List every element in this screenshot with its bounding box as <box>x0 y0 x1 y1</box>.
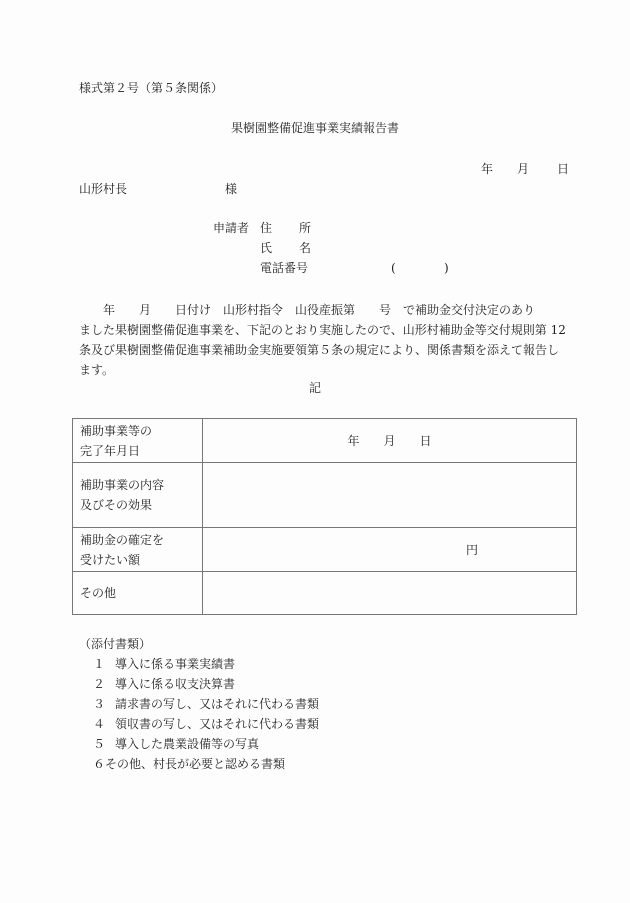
attachment-item: ３ 請求書の写し、又はそれに代わる書類 <box>93 697 320 711</box>
attachment-item: ６その他、村長が必要と認める書類 <box>93 757 286 771</box>
label-line: 補助金の確定を <box>80 532 165 547</box>
honorific: 様 <box>225 182 238 196</box>
yen-unit: 円 <box>466 542 479 557</box>
report-table <box>72 418 577 615</box>
name-label-1: 氏 <box>260 241 273 255</box>
content-effect-field[interactable] <box>203 463 577 528</box>
row-label <box>73 463 203 528</box>
body-paragraph <box>79 300 579 380</box>
addressee: 山形村長 <box>79 182 128 196</box>
attachment-item: ２ 導入に係る収支決算書 <box>93 677 236 691</box>
label-line: 補助事業の内容 <box>80 478 165 492</box>
name-label-2: 名 <box>299 241 312 255</box>
completion-date-field[interactable]: 年 月 日 <box>203 419 577 463</box>
attachments-heading: （添付書類） <box>79 637 152 651</box>
applicant-label: 申請者 <box>213 221 250 235</box>
date-year-label: 年 <box>481 162 494 176</box>
row-label <box>73 572 203 615</box>
label-line: 受けたい額 <box>80 552 141 567</box>
table-row <box>73 463 577 528</box>
phone-paren-close: ) <box>444 261 449 275</box>
ki-heading: 記 <box>308 381 321 395</box>
date-month-label: 月 <box>517 162 530 176</box>
label-line: 補助事業等の <box>80 423 153 438</box>
paragraph-line: 年 月 日付け 山形村指令 山役産振第 号 で補助金交付決定のあり <box>79 303 536 317</box>
attachment-item: ５ 導入した農業設備等の写真 <box>93 737 260 751</box>
label-line: 及びその効果 <box>80 498 153 512</box>
table-row <box>73 572 577 615</box>
label-line: 完了年月日 <box>80 443 141 458</box>
row-label <box>73 419 203 463</box>
paragraph-line: 条及び果樹園整備促進事業補助金実施要領第５条の規定により、関係書類を添えて報告し <box>79 343 560 357</box>
attachment-item: ４ 領収書の写し、又はそれに代わる書類 <box>93 717 320 731</box>
row-label <box>73 528 203 572</box>
phone-paren-open: ( <box>391 261 396 275</box>
date-day-label: 日 <box>557 162 570 176</box>
report-date <box>481 163 569 175</box>
table-row <box>73 528 577 572</box>
address-label-1: 住 <box>260 221 273 235</box>
form-number: 様式第２号（第５条関係） <box>79 81 224 95</box>
other-field[interactable] <box>203 572 577 615</box>
amount-field[interactable] <box>203 528 577 572</box>
attachment-item: １ 導入に係る事業実績書 <box>93 657 236 671</box>
address-label-2: 所 <box>299 221 312 235</box>
label-line: その他 <box>80 586 117 600</box>
paragraph-line: ます。 <box>79 363 115 377</box>
phone-label: 電話番号 <box>260 261 309 275</box>
paragraph-line: ました果樹園整備促進事業を、下記のとおり実施したので、山形村補助金等交付規則第 12 <box>79 323 566 337</box>
document-title: 果樹園整備促進事業実績報告書 <box>230 121 399 135</box>
table-row <box>73 419 577 463</box>
